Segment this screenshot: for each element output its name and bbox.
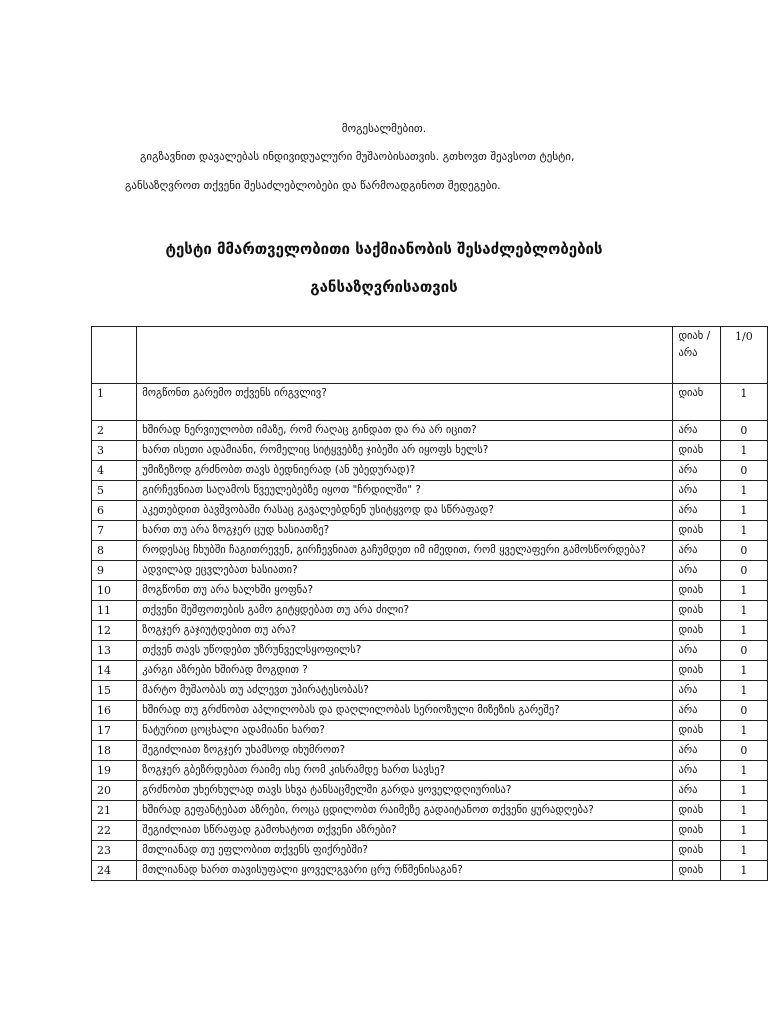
question-text: გრძნობთ უხერხულად თავს სხვა ტანსაცმელში გარდა ყოველდღიურისა? <box>137 781 673 801</box>
question-text: მოგწონთ თუ არა ხალხში ყოფნა? <box>137 581 673 601</box>
question-number: 15 <box>92 681 137 701</box>
table-row <box>92 581 768 601</box>
question-text: თქვენი შეშფოთების გამო გიტყდებათ თუ არა ძილი? <box>137 601 673 621</box>
score-cell: 1 <box>720 601 767 621</box>
answer-cell: დიახ <box>673 384 720 421</box>
question-number: 10 <box>92 581 137 601</box>
table-row <box>92 541 768 561</box>
table-row <box>92 761 768 781</box>
question-text: ზოგჯერ გაჯიუტდებით თუ არა? <box>137 621 673 641</box>
answer-cell: არა <box>673 641 720 661</box>
table-row <box>92 861 768 881</box>
question-text: ადვილად ეცვლებათ ხასიათი? <box>137 561 673 581</box>
score-cell: 0 <box>720 701 767 721</box>
question-number: 2 <box>92 421 137 441</box>
answer-cell: არა <box>673 481 720 501</box>
table-row <box>92 561 768 581</box>
table-header-row <box>92 327 768 384</box>
answer-cell: არა <box>673 561 720 581</box>
answer-cell: არა <box>673 701 720 721</box>
score-cell: 1 <box>720 861 767 881</box>
question-text: კარგი აზრები ხშირად მოგდით ? <box>137 661 673 681</box>
table-row <box>92 721 768 741</box>
score-cell: 1 <box>720 821 767 841</box>
score-cell: 0 <box>720 421 767 441</box>
table-row <box>92 421 768 441</box>
table-row <box>92 681 768 701</box>
question-number: 14 <box>92 661 137 681</box>
table-row <box>92 384 768 421</box>
question-number: 4 <box>92 461 137 481</box>
table-row <box>92 461 768 481</box>
score-cell: 1 <box>720 761 767 781</box>
question-number: 6 <box>92 501 137 521</box>
table-row <box>92 821 768 841</box>
question-number: 3 <box>92 441 137 461</box>
score-cell: 1 <box>720 781 767 801</box>
score-cell: 1 <box>720 441 767 461</box>
score-cell: 0 <box>720 461 767 481</box>
question-text: როდესაც ჩხუბში ჩაგითრევენ, გირჩევნიათ გაჩუმდეთ იმ იმედით, რომ ყველაფერი გამოსწორდება? <box>137 541 673 561</box>
score-cell: 0 <box>720 541 767 561</box>
score-cell: 0 <box>720 561 767 581</box>
table-row <box>92 781 768 801</box>
table-row <box>92 501 768 521</box>
score-cell: 1 <box>720 581 767 601</box>
question-text: აკეთებდით ბავშვობაში რასაც გავალებდნენ უსიტყვოდ და სწრაფად? <box>137 501 673 521</box>
table-row <box>92 601 768 621</box>
score-cell: 0 <box>720 741 767 761</box>
question-number: 22 <box>92 821 137 841</box>
question-number: 11 <box>92 601 137 621</box>
score-cell: 1 <box>720 481 767 501</box>
question-text: მთლიანად ხართ თავისუფალი ყოველგვარი ცრუ რწმენისაგან? <box>137 861 673 881</box>
question-text: ზოგჯერ გბეზრდებათ რაიმე ისე რომ კისრამდე ხართ სავსე? <box>137 761 673 781</box>
question-text: შეგიძლიათ სწრაფად გამოხატოთ თქვენი აზრები? <box>137 821 673 841</box>
answer-cell: არა <box>673 741 720 761</box>
answer-cell: დიახ <box>673 581 720 601</box>
table-row <box>92 621 768 641</box>
question-number: 9 <box>92 561 137 581</box>
question-text: ნატურით ცოცხალი ადამიანი ხართ? <box>137 721 673 741</box>
score-cell: 1 <box>720 521 767 541</box>
header-answer-cell: დიახ / არა <box>673 327 720 384</box>
score-cell: 1 <box>720 841 767 861</box>
question-text: ხშირად ნერვიულობთ იმაზე, რომ რაღაც გინდათ და რა არ იცით? <box>137 421 673 441</box>
answer-cell: არა <box>673 781 720 801</box>
score-cell: 1 <box>720 384 767 421</box>
question-text: ხშირად თუ გრძნობთ აპლილობას და დაღლილობას სერიოზული მიზეზის გარეშე? <box>137 701 673 721</box>
answer-cell: არა <box>673 501 720 521</box>
question-number: 13 <box>92 641 137 661</box>
question-text: უმიზეზოდ გრძნობთ თავს ბედნიერად (ან უბედურად)? <box>137 461 673 481</box>
question-text: თქვენ თავს უწოდებთ უზრუნველსყოფილს? <box>137 641 673 661</box>
greeting: მოგესალმებით. <box>341 122 427 135</box>
answer-cell: არა <box>673 681 720 701</box>
question-number: 21 <box>92 801 137 821</box>
score-cell: 1 <box>720 801 767 821</box>
question-text: ხართ თუ არა ზოგჯერ ცუდ ხასიათზე? <box>137 521 673 541</box>
table-row <box>92 441 768 461</box>
question-text: ხშირად გეფანტებათ აზრები, როცა ცდილობთ რაიმეზე გადაიტანოთ თქვენი ყურადღება? <box>137 801 673 821</box>
answer-cell: დიახ <box>673 821 720 841</box>
question-text: მარტო მუშაობას თუ აძლევთ უპირატესობას? <box>137 681 673 701</box>
table-row <box>92 841 768 861</box>
question-number: 20 <box>92 781 137 801</box>
question-text: მოგწონთ გარემო თქვენს ირგვლივ? <box>137 384 673 421</box>
answer-cell: არა <box>673 541 720 561</box>
question-number: 17 <box>92 721 137 741</box>
score-cell: 0 <box>720 641 767 661</box>
table-row <box>92 521 768 541</box>
question-number: 16 <box>92 701 137 721</box>
instructions-line-1: გიგზავნით დავალებას ინდივიდუალური მუშაობისათვის. გთხოვთ შეავსოთ ტესტი, <box>140 150 575 163</box>
question-number: 12 <box>92 621 137 641</box>
answer-cell: დიახ <box>673 661 720 681</box>
answer-cell: არა <box>673 461 720 481</box>
header-question-cell <box>137 327 673 384</box>
score-cell: 1 <box>720 661 767 681</box>
table-row <box>92 741 768 761</box>
answer-cell: დიახ <box>673 841 720 861</box>
question-text: მთლიანად თუ ეფლობით თქვენს ფიქრებში? <box>137 841 673 861</box>
instructions-line-2: განსაზღვროთ თქვენი შესაძლებლობები და წარმოადგინოთ შედეგები. <box>125 179 501 192</box>
answer-cell: არა <box>673 761 720 781</box>
answer-cell: დიახ <box>673 721 720 741</box>
score-cell: 1 <box>720 501 767 521</box>
answer-cell: დიახ <box>673 441 720 461</box>
answer-cell: დიახ <box>673 621 720 641</box>
table-row <box>92 641 768 661</box>
score-cell: 1 <box>720 721 767 741</box>
header-score-cell: 1/0 <box>720 327 767 384</box>
score-cell: 1 <box>720 621 767 641</box>
question-number: 8 <box>92 541 137 561</box>
table-row <box>92 481 768 501</box>
question-text: ხართ ისეთი ადამიანი, რომელიც სიტყვებზე ჯიბეში არ იყოფს ხელს? <box>137 441 673 461</box>
answer-cell: დიახ <box>673 801 720 821</box>
question-number: 19 <box>92 761 137 781</box>
question-number: 7 <box>92 521 137 541</box>
question-text: გირჩევნიათ საღამოს წვეულებებზე იყოთ "ჩრდილში" ? <box>137 481 673 501</box>
answer-cell: დიახ <box>673 521 720 541</box>
question-text: შეგიძლიათ ზოგჯერ უხამსოდ იხუმროთ? <box>137 741 673 761</box>
test-title-line-2: განსაზღვრისათვის <box>310 278 458 296</box>
answer-cell: დიახ <box>673 861 720 881</box>
test-title-line-1: ტესტი მმართველობითი საქმიანობის შესაძლებლობების <box>165 240 603 258</box>
answer-cell: არა <box>673 421 720 441</box>
questionnaire-table <box>91 326 768 881</box>
question-number: 1 <box>92 384 137 421</box>
score-cell: 1 <box>720 681 767 701</box>
question-number: 24 <box>92 861 137 881</box>
question-number: 5 <box>92 481 137 501</box>
answer-cell: დიახ <box>673 601 720 621</box>
table-row <box>92 801 768 821</box>
question-number: 23 <box>92 841 137 861</box>
table-row <box>92 701 768 721</box>
table-row <box>92 661 768 681</box>
header-num-cell <box>92 327 137 384</box>
question-number: 18 <box>92 741 137 761</box>
